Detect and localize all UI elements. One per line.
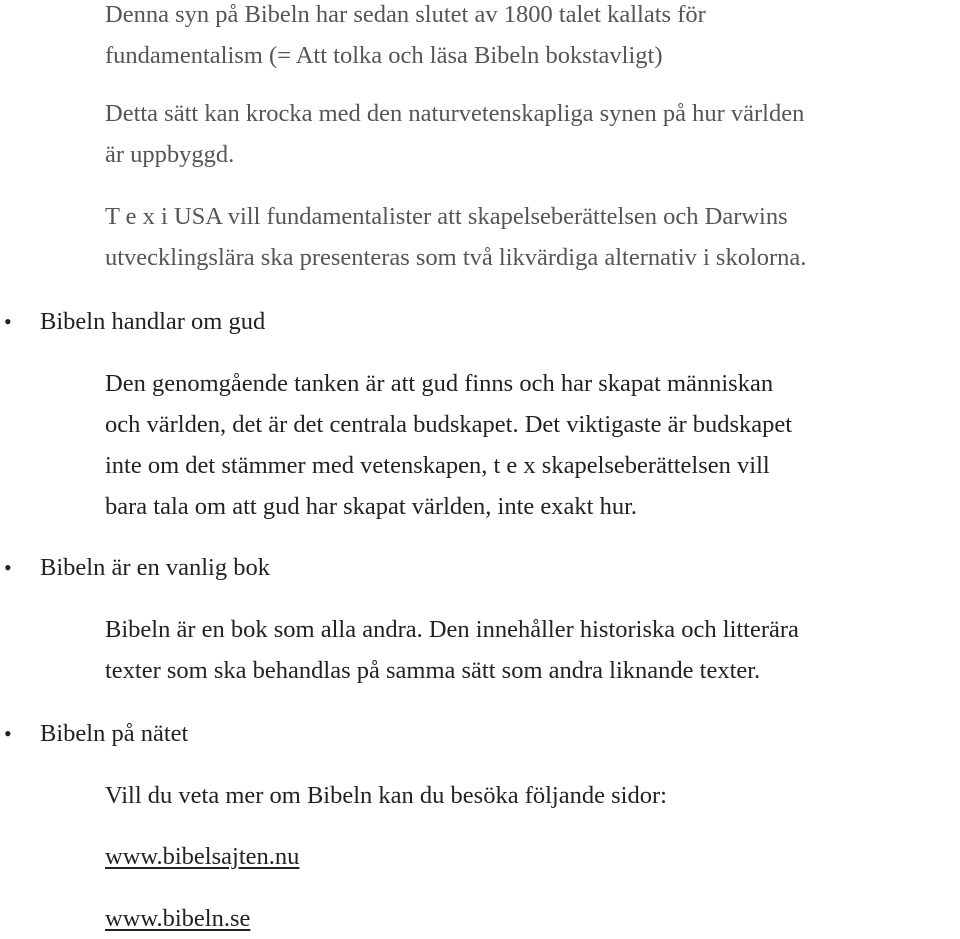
text-line: fundamentalism (= Att tolka och läsa Bibeln bokstavligt) — [105, 42, 663, 69]
section-natet-body — [105, 775, 955, 816]
bullet-icon: • — [4, 721, 12, 746]
section-heading: Bibeln handlar om gud — [40, 308, 266, 335]
link-bibeln[interactable]: www.bibeln.se — [105, 905, 251, 932]
bullet-icon: • — [4, 309, 12, 334]
text-line: utvecklingslära ska presenteras som två likvärdiga alternativ i skolorna. — [105, 244, 807, 271]
text-line: Vill du veta mer om Bibeln kan du besöka följande sidor: — [105, 782, 667, 809]
text-line: Bibeln är en bok som alla andra. Den innehåller historiska och litterära — [105, 616, 799, 643]
bullet-icon: • — [4, 555, 12, 580]
link-bibelsajten[interactable]: www.bibelsajten.nu — [105, 843, 300, 870]
text-line: Denna syn på Bibeln har sedan slutet av 1800 talet kallats för — [105, 1, 706, 28]
text-line: Detta sätt kan krocka med den naturvetenskapliga synen på hur världen — [105, 100, 805, 127]
section-heading: Bibeln på nätet — [40, 720, 189, 747]
section-heading: Bibeln är en vanlig bok — [40, 554, 270, 581]
text-line: Den genomgående tanken är att gud finns och har skapat människan — [105, 370, 774, 397]
text-line: T e x i USA vill fundamentalister att skapelseberättelsen och Darwins — [105, 203, 788, 230]
section-bok-body — [105, 609, 955, 691]
text-line: är uppbyggd. — [105, 141, 235, 168]
intro-paragraph-1 — [105, 0, 955, 76]
intro-paragraph-3 — [105, 196, 955, 278]
text-line: inte om det stämmer med vetenskapen, t e x skapelseberättelsen vill — [105, 452, 770, 479]
intro-paragraph-2 — [105, 93, 955, 175]
text-line: texter som ska behandlas på samma sätt som andra liknande texter. — [105, 657, 761, 684]
text-line: och världen, det är det centrala budskapet. Det viktigaste är budskapet — [105, 411, 793, 438]
section-gud-body — [105, 363, 955, 527]
text-line: bara tala om att gud har skapat världen, inte exakt hur. — [105, 493, 638, 520]
